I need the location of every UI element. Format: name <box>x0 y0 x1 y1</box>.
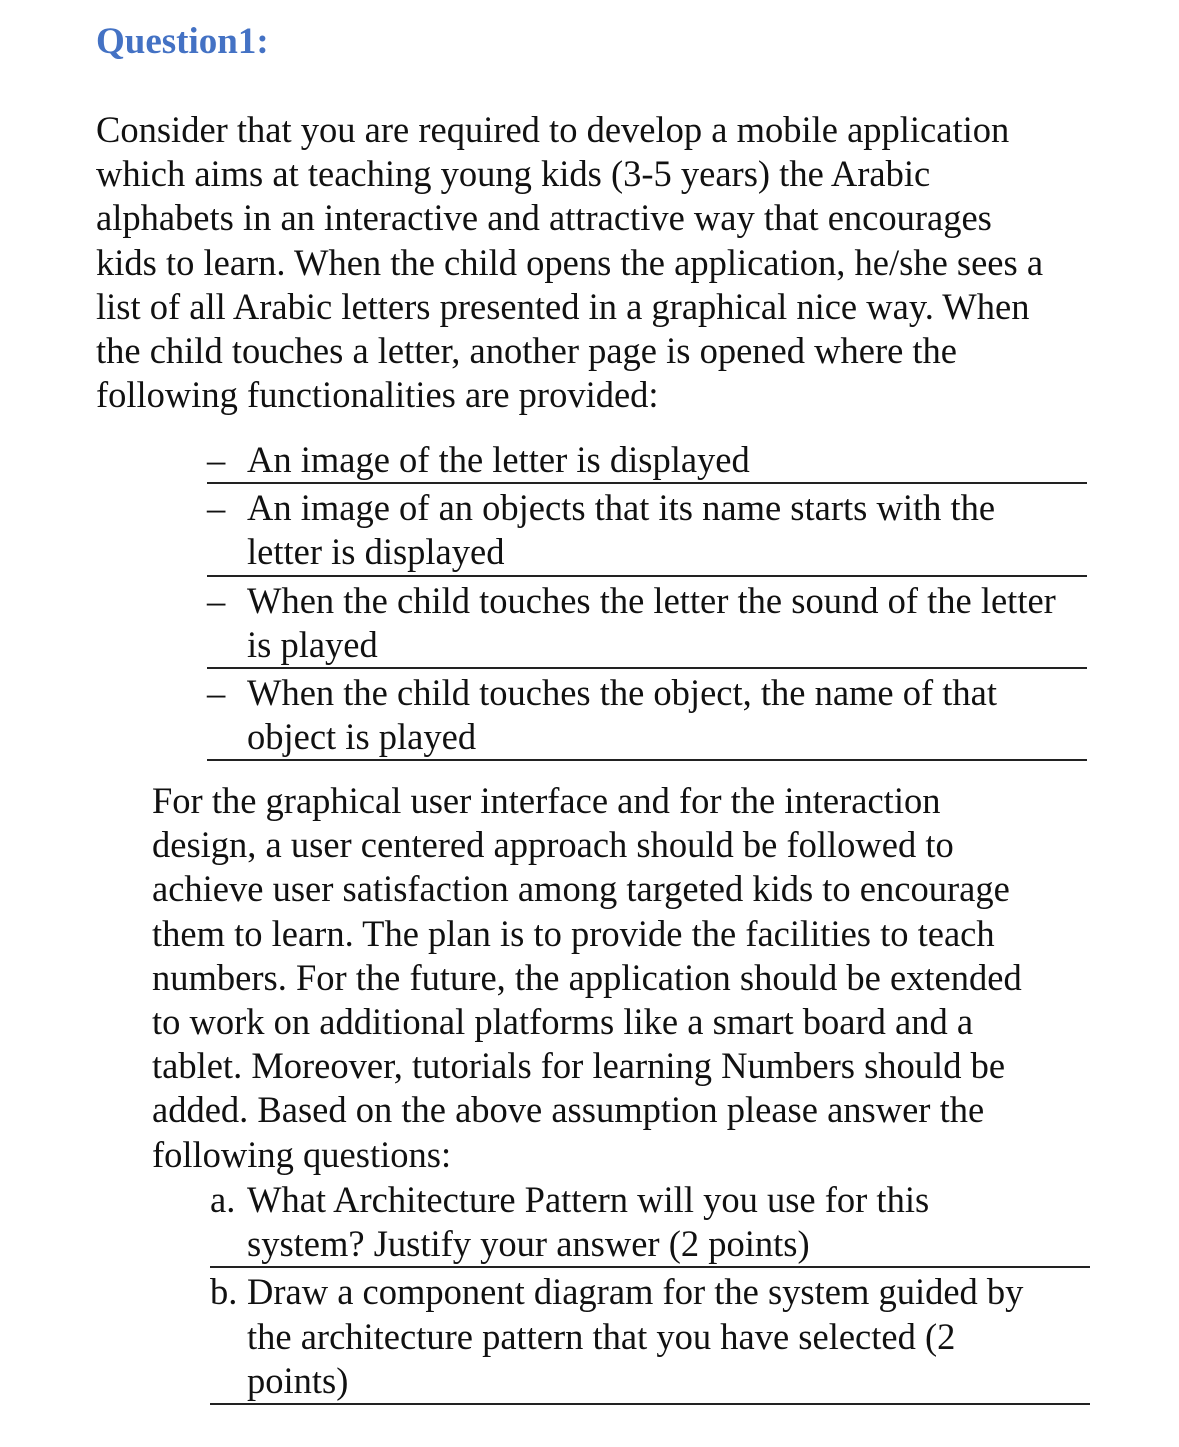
question-item <box>210 1270 1090 1405</box>
question-text: Draw a component diagram for the system guided by <box>247 1271 1024 1313</box>
question-text: points) <box>247 1359 349 1401</box>
intro-line: following functionalities are provided: <box>96 374 659 416</box>
intro-line: kids to learn. When the child opens the application, he/she sees a <box>96 241 1044 283</box>
list-item <box>207 671 1087 761</box>
paragraph-line: achieve user satisfaction among targeted kids to encourage <box>152 868 1010 910</box>
question-text: the architecture pattern that you have selected (2 <box>247 1315 956 1357</box>
list-item-text: object is played <box>247 716 477 758</box>
intro-line: Consider that you are required to develop a mobile application <box>96 109 1010 150</box>
list-item <box>207 486 1087 576</box>
list-dash: – <box>207 439 226 480</box>
list-item-text: letter is displayed <box>247 531 505 573</box>
list-item-text: is played <box>247 623 378 665</box>
questions-list <box>210 1178 1090 1407</box>
intro-line: alphabets in an interactive and attractive way that encourages <box>96 197 992 239</box>
paragraph-line: added. Based on the above assumption please answer the <box>152 1089 985 1131</box>
list-item <box>207 438 1087 484</box>
list-item-text: When the child touches the letter the sound of the letter <box>247 579 1056 621</box>
question-marker: b. <box>210 1271 238 1313</box>
list-item-text: An image of the letter is displayed <box>247 439 750 480</box>
intro-line: list of all Arabic letters presented in a graphical nice way. When <box>96 285 1030 327</box>
paragraph-line: them to learn. The plan is to provide the facilities to teach <box>152 912 995 954</box>
paragraph-line: For the graphical user interface and for the interaction <box>152 780 941 821</box>
list-dash: – <box>207 487 226 529</box>
question-text: system? Justify your answer (2 points) <box>247 1223 810 1265</box>
paragraph-line: tablet. Moreover, tutorials for learning Numbers should be <box>152 1045 1006 1087</box>
paragraph-line: following questions: <box>152 1133 452 1175</box>
list-item-text: An image of an objects that its name starts with the <box>247 487 996 529</box>
question-marker: a. <box>210 1179 236 1220</box>
list-dash: – <box>207 672 226 714</box>
paragraph-line: design, a user centered approach should be followed to <box>152 824 954 866</box>
question-text: What Architecture Pattern will you use for this <box>247 1179 930 1220</box>
intro-line: the child touches a letter, another page is opened where the <box>96 330 958 372</box>
list-item <box>207 579 1087 669</box>
question-item <box>210 1178 1090 1268</box>
list-dash: – <box>207 579 226 621</box>
paragraph-line: to work on additional platforms like a smart board and a <box>152 1001 974 1043</box>
list-item-text: When the child touches the object, the name of that <box>247 672 998 714</box>
functionalities-list <box>207 438 1087 763</box>
intro-paragraph <box>96 108 1106 417</box>
question-heading: Question1: <box>96 21 269 62</box>
intro-line: which aims at teaching young kids (3-5 years) the Arabic <box>96 153 931 195</box>
paragraph-line: numbers. For the future, the application should be extended <box>152 956 1022 998</box>
design-paragraph <box>152 779 1092 1177</box>
